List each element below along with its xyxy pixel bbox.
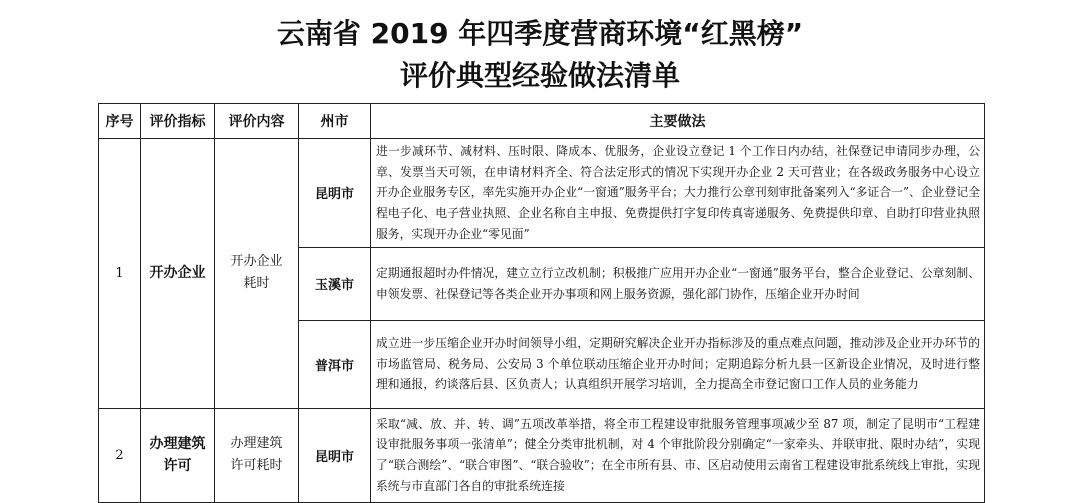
header-content: 评价内容 — [215, 104, 299, 139]
practice-cell: 采取“减、放、并、转、调”五项改革举措，将全市工程建设审批服务管理事项减少至 87 项，制定了昆明市“工程建设审批服务事项一张清单”；健全分类审批机制，对 4 个审批阶段分别确定“一家牵头、并联审批、限时办结”，实现了“联合测绘”、“联合审图”、“联合验收”；在全市所有县、市、区启动使用云南省工程建设审批系统线上审批，实现系统与市直部门各自的审批系统连接 — [371, 408, 985, 502]
content-cell — [215, 408, 299, 502]
practice-cell: 进一步减环节、减材料、压时限、降成本、优服务，企业设立登记 1 个工作日内办结，社保登记申请同步办理，公章、发票当天可领，在申请材料齐全、符合法定形式的情况下实现开办企业 2 天可营业；在各级政务服务中心设立开办企业服务专区，率先实施开办企业“一窗通”服务平台；大力推行公章刊刻审批备案列入“多证合一”、企业登记全程电子化、电子营业执照、企业名称自主申报、免费提供打字复印传真寄递服务、免费提供印章、自助打印营业执照服务，实现开办企业“零见面” — [371, 139, 985, 248]
city-cell: 普洱市 — [299, 320, 371, 408]
practice-cell: 定期通报超时办件情况，建立立行立改机制；积极推广应用开办企业“一窗通”服务平台，整合企业登记、公章刻制、申领发票、社保登记等各类企业开办事项和网上服务资源，强化部门协作，压缩企业开办时间 — [371, 247, 985, 320]
header-indicator: 评价指标 — [141, 104, 215, 139]
indicator-line: 办理建筑 — [149, 436, 206, 453]
seq-cell: 1 — [99, 139, 141, 409]
document-subtitle: 评价典型经验做法清单 — [399, 59, 680, 92]
table-header-row — [99, 104, 985, 139]
content-line: 办理建筑 — [230, 436, 283, 452]
header-city: 州市 — [299, 104, 371, 139]
city-cell: 昆明市 — [299, 408, 371, 502]
seq-cell: 2 — [99, 408, 141, 502]
header-seq: 序号 — [99, 104, 141, 139]
document-title: 云南省 2019 年四季度营商环境“红黑榜” — [276, 17, 804, 50]
table-row — [99, 139, 985, 248]
indicator-line: 许可 — [163, 458, 192, 475]
header-main-practice: 主要做法 — [371, 104, 985, 139]
indicator-cell — [141, 408, 215, 502]
content-cell — [215, 139, 299, 409]
practice-cell: 成立进一步压缩企业开办时间领导小组，定期研究解决企业开办指标涉及的重点难点问题，推动涉及企业开办环节的市场监管局、税务局、公安局 3 个单位联动压缩企业开办时间；定期追踪分析九县一区新设企业情况，及时进行整理和通报，约谈落后县、区负责人；认真组织开展学习培训，全力提高全市登记窗口工作人员的业务能力 — [371, 320, 985, 408]
city-cell: 昆明市 — [299, 139, 371, 248]
table-row — [99, 408, 985, 502]
content-line: 耗时 — [243, 276, 270, 292]
city-cell: 玉溪市 — [299, 247, 371, 320]
content-line: 开办企业 — [230, 254, 283, 270]
indicator-cell: 开办企业 — [141, 139, 215, 409]
practice-table — [98, 103, 985, 503]
content-line: 许可耗时 — [230, 458, 283, 474]
